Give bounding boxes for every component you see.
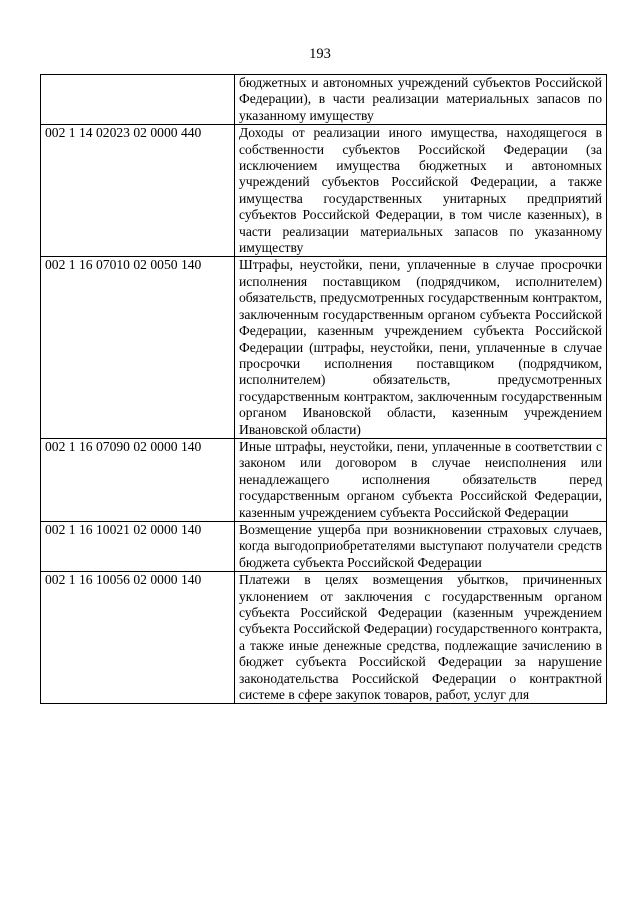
income-description-text: Платежи в целях возмещения убытков, причиненных уклонением от заключения с государственным органом субъекта Российской Федерации (казенным учреждением субъекта Российской Федерации) государственного контракта, а также иные денежные средства, подлежащие зачислению в бюджет субъекта Российской Федерации за нарушение законодательства Российской Федерации о контрактной системе в сфере закупок товаров, работ, услуг для <box>239 572 602 703</box>
income-description-text: Иные штрафы, неустойки, пени, уплаченные в соответствии с законом или договором в случае неисполнения или ненадлежащего исполнения обязательств перед государственным органом субъекта Российской Федерации, казенным учреждением субъекта Российской Федерации <box>239 438 602 520</box>
budget-code: 002 1 16 07010 02 0050 140 <box>41 257 235 438</box>
page-number: 193 <box>309 46 331 62</box>
table-row <box>41 125 607 257</box>
income-description-text: Возмещение ущерба при возникновении страховых случаев, когда выгодоприобретателями выступают получатели средств бюджета субъекта Российской Федерации <box>239 521 602 570</box>
budget-code: 002 1 14 02023 02 0000 440 <box>41 125 235 257</box>
budget-code: 002 1 16 07090 02 0000 140 <box>41 438 235 521</box>
income-description-text: Штрафы, неустойки, пени, уплаченные в случае просрочки исполнения поставщиком (подрядчиком, исполнителем) обязательств, предусмотренных государственным контрактом, заключенным государственным органом субъекта Российской Федерации, казенным учреждением субъекта Российской Федерации (штрафы, неустойки, пени, уплаченные в случае просрочки исполнения поставщиком (подрядчиком, исполнителем) обязательств, предусмотренных государственным контрактом, заключенным государственным органом Ивановской области, казенным учреждением Ивановской области) <box>239 257 602 437</box>
budget-code: 002 1 16 10056 02 0000 140 <box>41 572 235 704</box>
budget-code: 002 1 16 10021 02 0000 140 <box>41 521 235 571</box>
income-description <box>235 521 607 571</box>
income-description <box>235 438 607 521</box>
income-description <box>235 572 607 704</box>
income-description <box>235 75 607 125</box>
budget-code <box>41 75 235 125</box>
income-description <box>235 125 607 257</box>
budget-codes-table <box>40 74 607 704</box>
table-row <box>41 75 607 125</box>
table-row <box>41 572 607 704</box>
income-description-text: Доходы от реализации иного имущества, находящегося в собственности субъектов Российской Федерации (за исключением имущества бюджетных и автономных учреждений субъектов Российской Федерации, а также имущества государственных унитарных предприятий субъектов Российской Федерации, в том числе казенных), в части реализации материальных запасов по указанному имуществу <box>239 125 602 256</box>
income-description <box>235 257 607 438</box>
table-row <box>41 257 607 438</box>
table-row <box>41 438 607 521</box>
income-description-text: бюджетных и автономных учреждений субъектов Российской Федерации), в части реализации материальных запасов по указанному имуществу <box>239 75 602 123</box>
table-row <box>41 521 607 571</box>
